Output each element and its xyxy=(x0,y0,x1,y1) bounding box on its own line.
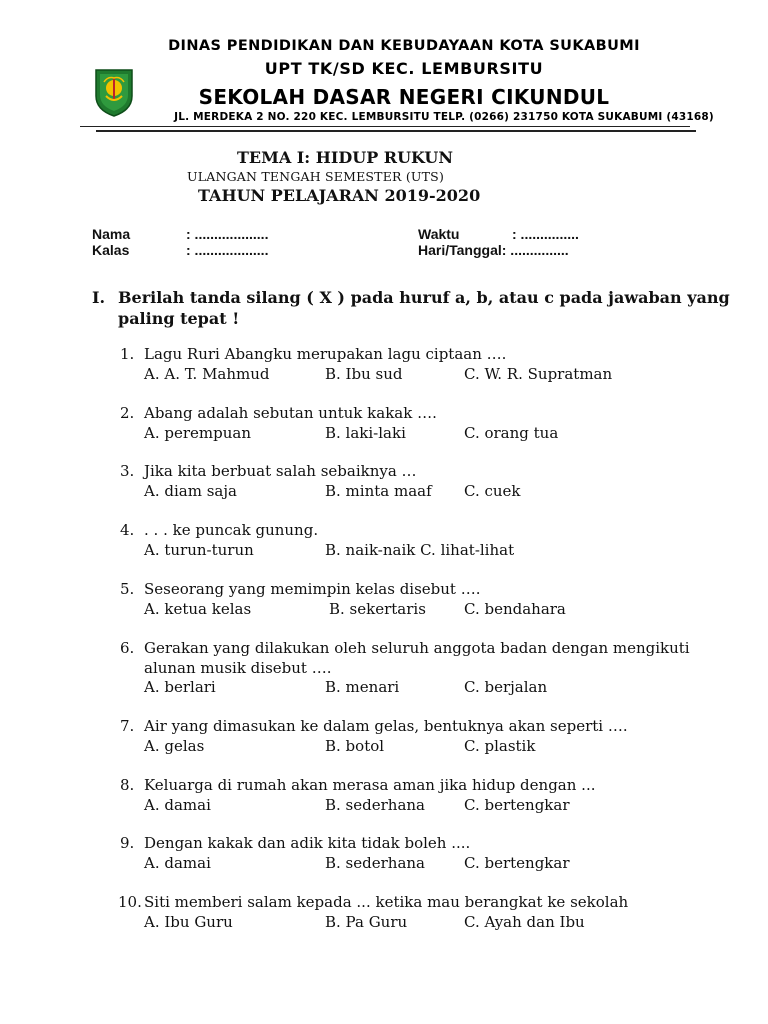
option-c[interactable]: C. bertengkar xyxy=(464,796,570,814)
option-a[interactable]: A. turun-turun xyxy=(144,541,254,559)
agency-name: DINAS PENDIDIKAN DAN KEBUDAYAAN KOTA SUKABUMI xyxy=(168,38,640,54)
class-label: Kalas xyxy=(92,242,130,258)
option-c[interactable]: C. W. R. Supratman xyxy=(464,365,613,383)
option-c[interactable]: C. bendahara xyxy=(464,600,566,618)
option-c[interactable]: C. cuek xyxy=(464,482,521,500)
option-a[interactable]: A. ketua kelas xyxy=(144,600,252,618)
question-text: Air yang dimasukan ke dalam gelas, bentuknya akan seperti …. xyxy=(144,717,628,735)
question-number: 4. xyxy=(120,521,135,539)
question-text: Abang adalah sebutan untuk kakak …. xyxy=(144,404,437,422)
header-divider-thin xyxy=(80,126,690,127)
option-b[interactable]: B. menari xyxy=(325,678,400,696)
option-a[interactable]: A. perempuan xyxy=(144,424,251,442)
question-text: Keluarga di rumah akan merasa aman jika hidup dengan ... xyxy=(144,776,596,794)
option-b[interactable]: B. botol xyxy=(325,737,385,755)
option-c[interactable]: C. plastik xyxy=(464,737,536,755)
option-a[interactable]: A. damai xyxy=(144,796,211,814)
option-c[interactable]: C. Ayah dan Ibu xyxy=(464,913,585,931)
question-number: 1. xyxy=(120,345,135,363)
question-text: Gerakan yang dilakukan oleh seluruh anggota badan dengan mengikuti alunan musik disebut …. xyxy=(144,639,690,677)
day-date-field: Hari/Tanggal: ............... xyxy=(418,242,569,258)
option-b[interactable]: B. Ibu sud xyxy=(325,365,403,383)
question-number: 6. xyxy=(120,639,135,657)
name-label: Nama xyxy=(92,226,131,242)
question-text: Dengan kakak dan adik kita tidak boleh .... xyxy=(144,834,471,852)
section-number: I. xyxy=(92,288,106,307)
question-number: 10. xyxy=(118,893,142,911)
option-c[interactable]: C. berjalan xyxy=(464,678,548,696)
option-a[interactable]: A. A. T. Mahmud xyxy=(144,365,270,383)
question-number: 8. xyxy=(120,776,135,794)
question-number: 3. xyxy=(120,462,135,480)
question-number: 7. xyxy=(120,717,135,735)
exam-title: ULANGAN TENGAH SEMESTER (UTS) xyxy=(187,169,445,184)
option-b[interactable]: B. sederhana xyxy=(325,796,425,814)
option-b[interactable]: B. minta maaf xyxy=(325,482,432,500)
option-b[interactable]: B. sederhana xyxy=(325,854,425,872)
option-a[interactable]: A. gelas xyxy=(144,737,205,755)
question-number: 9. xyxy=(120,834,135,852)
question-number: 5. xyxy=(120,580,135,598)
option-b[interactable]: B. laki-laki xyxy=(325,424,406,442)
question-text: Seseorang yang memimpin kelas disebut …. xyxy=(144,580,481,598)
school-year-title: TAHUN PELAJARAN 2019-2020 xyxy=(198,186,481,205)
time-label: Waktu xyxy=(418,226,460,242)
header-divider-thick xyxy=(96,130,696,132)
question-text: Siti memberi salam kepada ... ketika mau berangkat ke sekolah xyxy=(144,893,629,911)
time-field: : ............... xyxy=(512,226,579,242)
school-address: JL. MERDEKA 2 NO. 220 KEC. LEMBURSITU TELP. (0266) 231750 KOTA SUKABUMI (43168) xyxy=(174,111,714,123)
option-a[interactable]: A. Ibu Guru xyxy=(144,913,233,931)
option-c[interactable]: C. orang tua xyxy=(464,424,559,442)
question-text: . . . ke puncak gunung. xyxy=(144,521,319,539)
option-c[interactable]: C. bertengkar xyxy=(464,854,570,872)
school-name: SEKOLAH DASAR NEGERI CIKUNDUL xyxy=(198,85,610,109)
option-a[interactable]: A. diam saja xyxy=(144,482,237,500)
unit-name: UPT TK/SD KEC. LEMBURSITU xyxy=(264,59,544,78)
option-a[interactable]: A. damai xyxy=(144,854,211,872)
question-number: 2. xyxy=(120,404,135,422)
question-text: Lagu Ruri Abangku merupakan lagu ciptaan …. xyxy=(144,345,507,363)
class-field: : ................... xyxy=(186,242,269,258)
option-a[interactable]: A. berlari xyxy=(144,678,216,696)
option-b[interactable]: B. naik-naik C. lihat-lihat xyxy=(325,541,515,559)
theme-title: TEMA I: HIDUP RUKUN xyxy=(237,148,453,167)
option-b[interactable]: B. Pa Guru xyxy=(325,913,408,931)
question-text: Jika kita berbuat salah sebaiknya … xyxy=(144,462,417,480)
name-field: : ................... xyxy=(186,226,269,242)
instruction-text: Berilah tanda silang ( X ) pada huruf a, b, atau c pada jawaban yang paling tepat ! xyxy=(118,288,730,328)
option-b[interactable]: B. sekertaris xyxy=(329,600,426,618)
